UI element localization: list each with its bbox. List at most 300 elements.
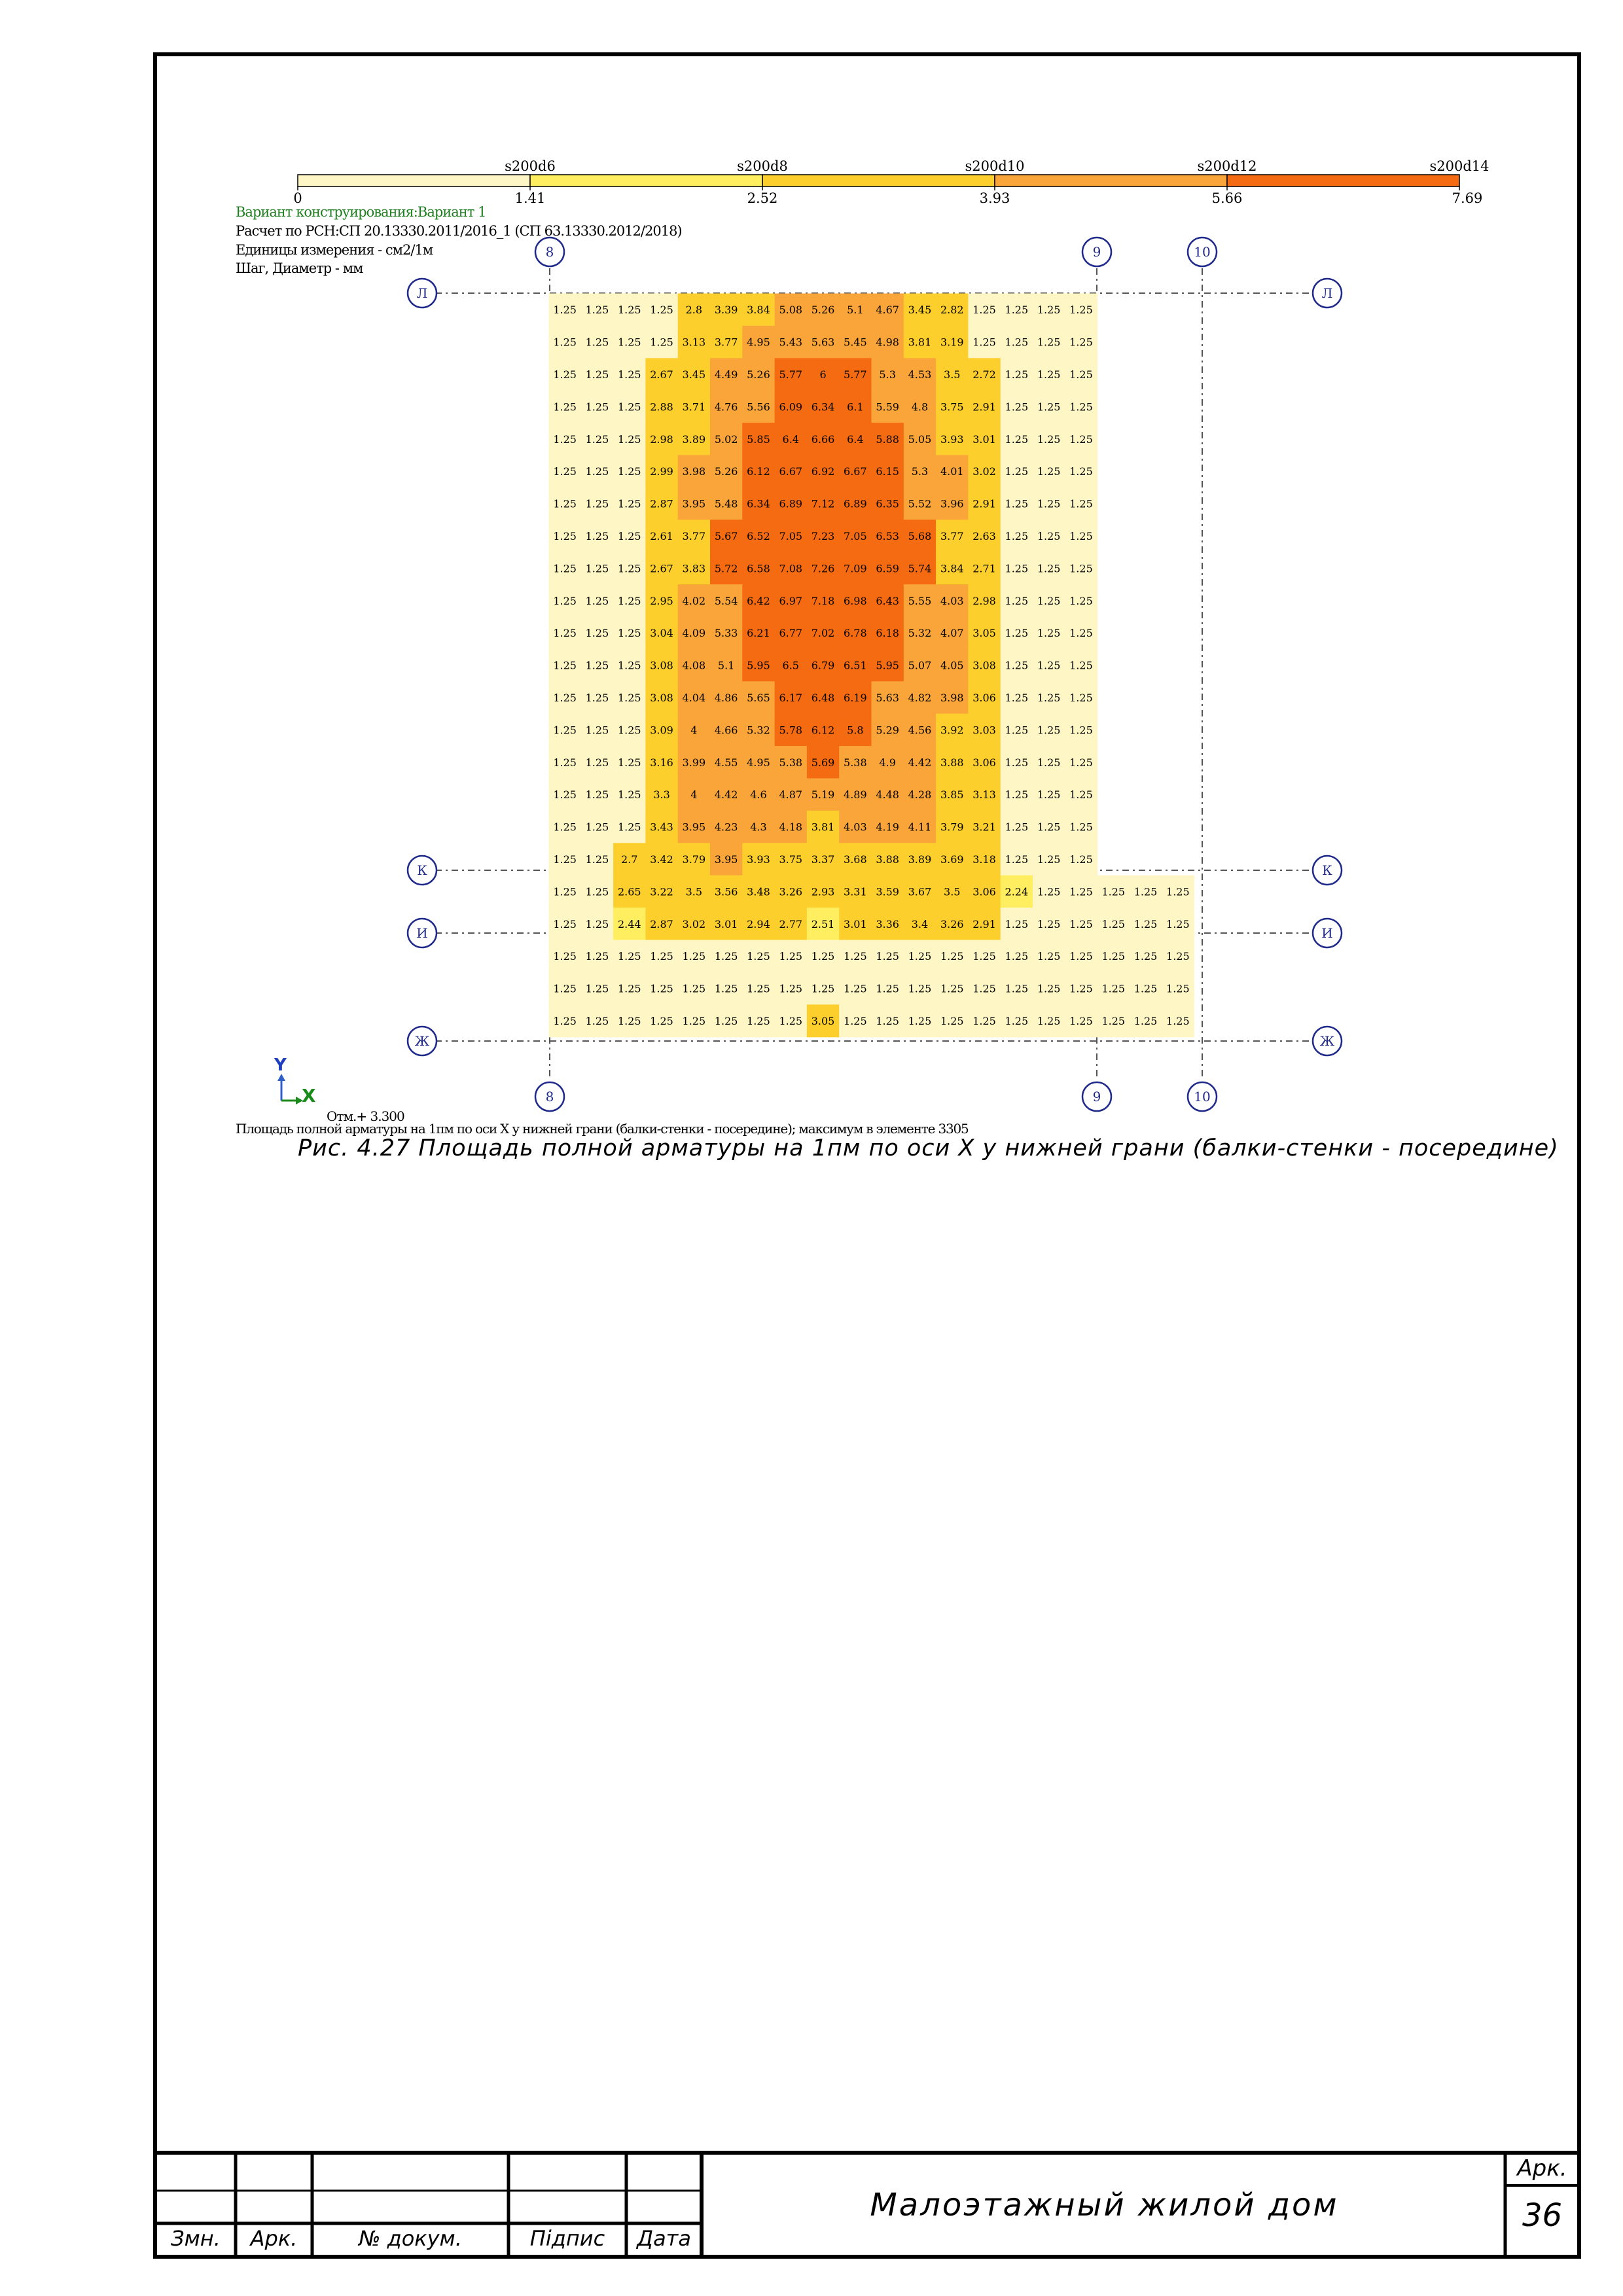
heatmap-cell-value: 1.25 — [585, 594, 609, 607]
heatmap-cell-value: 2.88 — [650, 400, 673, 414]
heatmap-cell-value: 3.13 — [972, 788, 996, 802]
heatmap-cell-value: 6.51 — [844, 659, 867, 672]
heatmap-cell-value: 1.25 — [585, 982, 609, 995]
heatmap-cell-value: 1.25 — [585, 336, 609, 349]
axis-bubble-top-8-label: 8 — [545, 244, 554, 260]
heatmap-cell-value: 1.25 — [617, 756, 641, 769]
elevation-label: Отм.+ 3.300 — [327, 1108, 404, 1124]
heatmap-cell-value: 6.67 — [779, 465, 803, 478]
heatmap-cell-value: 5.48 — [714, 497, 738, 510]
heatmap-cell-value: 6.21 — [747, 627, 770, 640]
heatmap-cell-value: 1.25 — [1037, 497, 1061, 510]
heatmap-cell-value: 5.1 — [717, 659, 735, 672]
heatmap-cell-value: 5.26 — [714, 465, 738, 478]
heatmap-cell-value: 6.12 — [811, 724, 835, 737]
heatmap-cell-value: 1.25 — [553, 433, 577, 446]
heatmap-cell-value: 6.4 — [847, 433, 864, 446]
heatmap-cell-value: 1.25 — [1069, 659, 1093, 672]
heatmap-cell-value: 3.93 — [747, 853, 770, 866]
heatmap-cell-value: 3.08 — [650, 659, 673, 672]
heatmap-cell-value: 3.5 — [944, 885, 961, 898]
heatmap-cell-value: 3.98 — [940, 692, 964, 704]
plot-title: Площадь полной арматуры на 1пм по оси X у нижней грани (балки-стенки - посередине); максимум в элементе 3305 — [236, 1121, 969, 1137]
heatmap-cell-value: 1.25 — [585, 627, 609, 640]
heatmap-cell-value: 5.29 — [876, 724, 899, 737]
heatmap-cell-value: 3.96 — [940, 497, 964, 510]
heatmap-cell-value: 1.25 — [747, 982, 770, 995]
heatmap-cell-value: 3.01 — [844, 917, 867, 930]
heatmap-cell-value: 1.25 — [1005, 950, 1029, 963]
heatmap-cell-value: 2.98 — [650, 433, 673, 446]
heatmap-cell-value: 1.25 — [908, 1015, 932, 1027]
heatmap-cell-value: 1.25 — [1069, 853, 1093, 866]
heatmap-cell-value: 3.84 — [940, 562, 964, 575]
heatmap-cell-value: 5.38 — [844, 756, 867, 769]
heatmap-cell-value: 4.86 — [714, 692, 738, 704]
heatmap-cell-value: 1.25 — [940, 950, 964, 963]
heatmap-cell-value: 1.25 — [585, 821, 609, 834]
axis-bubble-top-9-label: 9 — [1092, 244, 1101, 260]
heatmap-cell-value: 1.25 — [585, 304, 609, 317]
legend-swatch-3 — [762, 175, 995, 186]
heatmap-cell-value: 2.8 — [685, 304, 703, 317]
heatmap-cell-value: 3.88 — [940, 756, 964, 769]
heatmap-cell-value: 1.25 — [1037, 336, 1061, 349]
heatmap-cell-value: 1.25 — [553, 756, 577, 769]
heatmap-cell-value: 1.25 — [1133, 982, 1158, 995]
heatmap-cell-value: 4.02 — [682, 594, 706, 607]
heatmap-cell-value: 1.25 — [553, 465, 577, 478]
heatmap-cell-value: 1.25 — [553, 497, 577, 510]
heatmap-cell-value: 3.95 — [714, 853, 738, 866]
heatmap-cell-value: 3.45 — [908, 304, 932, 317]
y-axis-label: Y — [274, 1055, 287, 1075]
heatmap-cell-value: 3.16 — [650, 756, 673, 769]
heatmap-cell-value: 4.49 — [714, 368, 738, 381]
heatmap-cell-value: 7.09 — [844, 562, 867, 575]
heatmap-cell-value: 1.25 — [747, 950, 770, 963]
legend-top-label-4: s200d12 — [1197, 158, 1257, 174]
heatmap-cell-value: 6.35 — [876, 497, 899, 510]
heatmap-cell-value: 3.42 — [650, 853, 673, 866]
units-label: Единицы измерения - см2/1м — [236, 242, 433, 258]
heatmap-cell-value: 3.02 — [972, 465, 996, 478]
heatmap-cell-value: 3.99 — [682, 756, 706, 769]
heatmap-cell-value: 1.25 — [1069, 530, 1093, 542]
heatmap-cell-value: 1.25 — [585, 368, 609, 381]
heatmap-cell-value: 3.77 — [714, 336, 738, 349]
heatmap-cell-value: 3.92 — [940, 724, 964, 737]
heatmap-cell-value: 6.4 — [782, 433, 799, 446]
legend-top-label-1: s200d6 — [505, 158, 556, 174]
axis-bubble-left-2-label: К — [417, 862, 427, 878]
heatmap-cell-value: 6.89 — [844, 497, 867, 510]
heatmap-cell-value: 1.25 — [553, 724, 577, 737]
heatmap-cell-value: 1.25 — [617, 465, 641, 478]
axis-bubble-bottom-10-label: 10 — [1194, 1089, 1211, 1104]
heatmap-cell-value: 2.91 — [972, 400, 996, 414]
heatmap-cell-value: 1.25 — [1069, 497, 1093, 510]
heatmap-cell-value: 7.02 — [811, 627, 835, 640]
heatmap-cell-value: 4.8 — [911, 400, 929, 414]
heatmap-cell-value: 4.48 — [876, 788, 899, 802]
heatmap-cell-value: 1.25 — [1005, 788, 1029, 802]
heatmap-cell-value: 2.65 — [617, 885, 641, 898]
heatmap-cell-value: 3.5 — [685, 885, 703, 898]
heatmap-cell-value: 1.25 — [1037, 788, 1061, 802]
heatmap-cell-value: 1.25 — [585, 917, 609, 930]
heatmap-cell-value: 4.08 — [682, 659, 706, 672]
heatmap-cell-value: 2.71 — [972, 562, 996, 575]
color-legend — [293, 158, 1489, 206]
heatmap-cell-value: 1.25 — [1037, 853, 1061, 866]
heatmap-cell-value: 5.88 — [876, 433, 899, 446]
heatmap-cell-value: 1.25 — [876, 982, 899, 995]
heatmap-cell-value: 1.25 — [617, 368, 641, 381]
heatmap-cell-value: 1.25 — [1037, 885, 1061, 898]
heatmap-cell-value: 1.25 — [972, 336, 996, 349]
heatmap-cell-value: 5.78 — [779, 724, 803, 737]
heatmap-cell-value: 4.66 — [714, 724, 738, 737]
heatmap-cell-value: 6.58 — [747, 562, 770, 575]
heatmap-cell-value: 1.25 — [617, 659, 641, 672]
tb-label-change: Змн. — [171, 2226, 221, 2251]
heatmap-cell-value: 2.87 — [650, 917, 673, 930]
heatmap-cell-value: 1.25 — [682, 982, 706, 995]
heatmap-cell-value: 1.25 — [1005, 1015, 1029, 1027]
heatmap-cell-value: 1.25 — [1005, 465, 1029, 478]
heatmap-cell-value: 5.26 — [811, 304, 835, 317]
heatmap-cell-value: 1.25 — [585, 433, 609, 446]
calculation-norm-label: Расчет по РСН:СП 20.13330.2011/2016_1 (СП 63.13330.2012/2018) — [236, 223, 682, 239]
heatmap-cell-value: 1.25 — [585, 562, 609, 575]
heatmap-cell-value: 1.25 — [1005, 336, 1029, 349]
heatmap-cell-value: 6.09 — [779, 400, 803, 414]
axis-bubble-bottom-9-label: 9 — [1092, 1089, 1101, 1104]
heatmap-cell-value: 1.25 — [1037, 433, 1061, 446]
heatmap-cell-value: 2.93 — [811, 885, 835, 898]
heatmap-cell-value: 2.61 — [650, 530, 673, 542]
heatmap-cell-value: 1.25 — [1005, 756, 1029, 769]
heatmap-cell-value: 5.68 — [908, 530, 932, 542]
heatmap-cell-value: 3.88 — [876, 853, 899, 866]
heatmap-cell-value: 1.25 — [553, 530, 577, 542]
tb-label-signature: Підпис — [529, 2226, 605, 2251]
heatmap-cell-value: 1.25 — [1069, 724, 1093, 737]
heatmap-cell-value: 1.25 — [585, 400, 609, 414]
heatmap-cell-value: 6.18 — [876, 627, 899, 640]
heatmap-cell-value: 7.05 — [844, 530, 867, 542]
heatmap-cell-value: 3.05 — [972, 627, 996, 640]
heatmap-cell-value: 5.38 — [779, 756, 803, 769]
heatmap-cell-value: 1.25 — [1101, 950, 1126, 963]
legend-swatch-2 — [530, 175, 762, 186]
heatmap-cell-value: 1.25 — [617, 950, 641, 963]
heatmap-cell-value: 1.25 — [1133, 1015, 1158, 1027]
heatmap-cell-value: 4.03 — [940, 594, 964, 607]
heatmap-cell-value: 4.89 — [844, 788, 867, 802]
heatmap-cell-value: 5.07 — [908, 659, 932, 672]
heatmap-cell-value: 6.52 — [747, 530, 770, 542]
heatmap-cell-value: 3.98 — [682, 465, 706, 478]
heatmap-cell-value: 1.25 — [811, 950, 835, 963]
heatmap-cell-value: 1.25 — [940, 1015, 964, 1027]
heatmap-cell-value: 6.5 — [782, 659, 799, 672]
heatmap-cell-value: 7.23 — [811, 530, 835, 542]
legend-top-label-5: s200d14 — [1429, 158, 1489, 174]
heatmap-cell-value: 5.05 — [908, 433, 932, 446]
heatmap-cell-value: 1.25 — [1005, 821, 1029, 834]
heatmap-cell-value: 1.25 — [617, 692, 641, 704]
heatmap-cell-value: 4.01 — [940, 465, 964, 478]
heatmap-cell-value: 6.67 — [844, 465, 867, 478]
heatmap-cell-value: 1.25 — [617, 497, 641, 510]
legend-bottom-label-6: 7.69 — [1452, 190, 1483, 206]
heatmap-cell-value: 4.98 — [876, 336, 899, 349]
heatmap-cell-value: 1.25 — [585, 692, 609, 704]
heatmap-cell-value: 1.25 — [553, 917, 577, 930]
heatmap-cell-value: 1.25 — [553, 885, 577, 898]
heatmap-cell-value: 5.19 — [811, 788, 835, 802]
legend-swatch-1 — [298, 175, 530, 186]
heatmap-cell-value: 4.3 — [750, 821, 767, 834]
heatmap-cell-value: 1.25 — [617, 336, 641, 349]
heatmap-cell-value: 1.25 — [1037, 368, 1061, 381]
heatmap-cell-value: 1.25 — [908, 982, 932, 995]
heatmap-cell-value: 1.25 — [617, 627, 641, 640]
heatmap-cell-value: 4.95 — [747, 756, 770, 769]
heatmap-cell-value: 4.67 — [876, 304, 899, 317]
heatmap-cell-value: 2.67 — [650, 368, 673, 381]
heatmap-cell-value: 4.05 — [940, 659, 964, 672]
heatmap-cell-value: 1.25 — [1069, 304, 1093, 317]
heatmap-cell-value: 1.25 — [1069, 885, 1093, 898]
heatmap-cell-value: 1.25 — [585, 950, 609, 963]
axis-bubble-top-10-label: 10 — [1194, 244, 1211, 260]
heatmap-cell-value: 1.25 — [553, 368, 577, 381]
heatmap-cell-value: 1.25 — [1166, 885, 1190, 898]
heatmap-cell-value: 4.9 — [879, 756, 896, 769]
heatmap-cell-value: 1.25 — [617, 562, 641, 575]
heatmap-cell-value: 2.95 — [650, 594, 673, 607]
heatmap-cell-value: 1.25 — [1037, 659, 1061, 672]
heatmap-cell-value: 2.24 — [1005, 885, 1029, 898]
heatmap-cell-value: 3.22 — [650, 885, 673, 898]
heatmap-cell-value: 3.79 — [682, 853, 706, 866]
heatmap-cell-value: 5.52 — [908, 497, 932, 510]
heatmap-cell-value: 1.25 — [553, 562, 577, 575]
heatmap-cell-value: 1.25 — [714, 1015, 738, 1027]
heatmap-cell-value: 1.25 — [1101, 1015, 1126, 1027]
heatmap-cell-value: 3.84 — [747, 304, 770, 317]
heatmap-cell-value: 1.25 — [1133, 885, 1158, 898]
heatmap-cell-value: 1.25 — [617, 433, 641, 446]
heatmap-cell-value: 5.3 — [911, 465, 929, 478]
heatmap-cell-value: 4.42 — [714, 788, 738, 802]
heatmap-cell-value: 3.43 — [650, 821, 673, 834]
heatmap-cell-value: 1.25 — [585, 659, 609, 672]
heatmap-cell-value: 1.25 — [617, 304, 641, 317]
heatmap-cell-value: 3.06 — [972, 885, 996, 898]
heatmap-cell-value: 5.77 — [779, 368, 803, 381]
heatmap-cell-value: 3.81 — [908, 336, 932, 349]
heatmap-cell-value: 3.56 — [714, 885, 738, 898]
heatmap-cell-value: 3.48 — [747, 885, 770, 898]
document-title: Малоэтажный жилой дом — [870, 2187, 1339, 2223]
heatmap-cell-value: 5.63 — [811, 336, 835, 349]
heatmap-cell-value: 3.95 — [682, 821, 706, 834]
heatmap-cell-value: 5.26 — [747, 368, 770, 381]
heatmap-cell-value: 3.67 — [908, 885, 932, 898]
heatmap-cell-value: 1.25 — [1069, 950, 1093, 963]
heatmap-cell-value: 1.25 — [1069, 594, 1093, 607]
heatmap-cell-value: 3.03 — [972, 724, 996, 737]
heatmap-cell-value: 3.4 — [911, 917, 929, 930]
heatmap-cell-value: 5.08 — [779, 304, 803, 317]
heatmap-cell-value: 1.25 — [779, 982, 803, 995]
heatmap-cell-value: 3.05 — [811, 1015, 835, 1027]
heatmap-cell-value: 1.25 — [747, 1015, 770, 1027]
heatmap-cell-value: 1.25 — [1133, 950, 1158, 963]
heatmap-cell-value: 1.25 — [650, 304, 673, 317]
figure-caption: Рис. 4.27 Площадь полной арматуры на 1пм по оси X у нижней грани (балки-стенки - посередине) — [298, 1135, 1559, 1161]
heatmap-cell-value: 1.25 — [1069, 465, 1093, 478]
heatmap-cell-value: 1.25 — [1005, 530, 1029, 542]
heatmap-cell-value: 1.25 — [1037, 304, 1061, 317]
heatmap-cell-value: 6.92 — [811, 465, 835, 478]
heatmap-cell-value: 1.25 — [972, 1015, 996, 1027]
heatmap-cell-value: 1.25 — [1005, 368, 1029, 381]
heatmap-cell-value: 3.68 — [844, 853, 867, 866]
heatmap-cell-value: 2.94 — [747, 917, 770, 930]
heatmap-cell-value: 2.72 — [972, 368, 996, 381]
heatmap-cell-value: 4.87 — [779, 788, 803, 802]
heatmap-cell-value: 1.25 — [553, 1015, 577, 1027]
heatmap-cell-value: 1.25 — [553, 692, 577, 704]
heatmap-cell-value: 3.93 — [940, 433, 964, 446]
heatmap-cell-value: 4.95 — [747, 336, 770, 349]
heatmap-cell-value: 1.25 — [650, 950, 673, 963]
heatmap-cell-value: 4.82 — [908, 692, 932, 704]
heatmap-cell-value: 6.59 — [876, 562, 899, 575]
heatmap-cell-value: 1.25 — [1133, 917, 1158, 930]
heatmap-cell-value: 1.25 — [714, 950, 738, 963]
axis-bubble-right-1-label: Л — [1321, 285, 1333, 301]
heatmap-cell-value: 1.25 — [617, 1015, 641, 1027]
heatmap-cell-value: 3.77 — [940, 530, 964, 542]
heatmap-cell-value: 4.76 — [714, 400, 738, 414]
heatmap-cell-value: 1.25 — [1005, 594, 1029, 607]
heatmap-cell-value: 3.75 — [940, 400, 964, 414]
heatmap-cell-value: 1.25 — [908, 950, 932, 963]
legend-bottom-label-4: 3.93 — [979, 190, 1010, 206]
heatmap-cell-value: 1.25 — [779, 950, 803, 963]
heatmap-cell-value: 1.25 — [844, 950, 867, 963]
heatmap-cell-value: 1.25 — [972, 982, 996, 995]
heatmap-cell-value: 1.25 — [1101, 917, 1126, 930]
heatmap-cell-value: 4.09 — [682, 627, 706, 640]
heatmap-cell-value: 1.25 — [1005, 724, 1029, 737]
heatmap-cell-value: 1.25 — [1005, 304, 1029, 317]
heatmap-cell-value: 4 — [690, 724, 698, 737]
heatmap-cell-value: 3.19 — [940, 336, 964, 349]
heatmap-cell-value: 3.31 — [844, 885, 867, 898]
heatmap-cell-value: 1.25 — [972, 304, 996, 317]
heatmap-cell-value: 1.25 — [1166, 982, 1190, 995]
heatmap-cell-value: 3.09 — [650, 724, 673, 737]
heatmap-cell-value: 1.25 — [1069, 821, 1093, 834]
heatmap-cell-value: 1.25 — [553, 950, 577, 963]
heatmap-cell-value: 1.25 — [1037, 530, 1061, 542]
heatmap-cell-value: 1.25 — [844, 1015, 867, 1027]
heatmap-cell-value: 1.25 — [876, 1015, 899, 1027]
legend-bottom-label-1: 0 — [293, 190, 302, 206]
heatmap-cell-value: 1.25 — [1005, 692, 1029, 704]
heatmap-cell-value: 6.12 — [747, 465, 770, 478]
heatmap-cell-value: 1.25 — [1037, 562, 1061, 575]
heatmap-cell-value: 1.25 — [585, 788, 609, 802]
legend-bottom-label-2: 1.41 — [514, 190, 546, 206]
heatmap-cell-value: 6.15 — [876, 465, 899, 478]
heatmap-cell-value: 5.1 — [847, 304, 864, 317]
design-variant-label: Вариант конструирования:Вариант 1 — [236, 204, 486, 220]
heatmap-cell-value: 1.25 — [650, 982, 673, 995]
heatmap-cell-value: 5.72 — [714, 562, 738, 575]
heatmap-cell-value: 4.6 — [750, 788, 767, 802]
heatmap-cell-value: 3.69 — [940, 853, 964, 866]
heatmap-cell-value: 3.83 — [682, 562, 706, 575]
legend-top-label-3: s200d10 — [965, 158, 1025, 174]
heatmap-cell-value: 6.48 — [811, 692, 835, 704]
heatmap-cell-value: 7.26 — [811, 562, 835, 575]
heatmap-cell-value: 1.25 — [585, 1015, 609, 1027]
heatmap-cell-value: 1.25 — [1069, 917, 1093, 930]
heatmap-cell-value: 1.25 — [585, 530, 609, 542]
heatmap-cell-value: 3.89 — [682, 433, 706, 446]
heatmap-cell-value: 3.39 — [714, 304, 738, 317]
heatmap-cell-value: 5.43 — [779, 336, 803, 349]
heatmap-cell-value: 5.32 — [747, 724, 770, 737]
heatmap-cell-value: 5.95 — [747, 659, 770, 672]
heatmap-cell-value: 1.25 — [1037, 594, 1061, 607]
heatmap-cell-value: 1.25 — [585, 885, 609, 898]
heatmap-cell-value: 6 — [819, 368, 827, 381]
heatmap-cell-value: 1.25 — [714, 982, 738, 995]
heatmap-cell-value: 5.02 — [714, 433, 738, 446]
heatmap-cell-value: 3.79 — [940, 821, 964, 834]
heatmap-cell-value: 1.25 — [1037, 756, 1061, 769]
heatmap-cell-value: 1.25 — [1037, 917, 1061, 930]
heatmap-cell-value: 4.11 — [908, 821, 932, 834]
axis-bubble-right-4-label: Ж — [1319, 1033, 1335, 1049]
axis-bubble-right-2-label: К — [1322, 862, 1332, 878]
heatmap-cell-value: 1.25 — [1037, 821, 1061, 834]
heatmap-cell-value: 6.79 — [811, 659, 835, 672]
heatmap-cell-value: 2.98 — [972, 594, 996, 607]
heatmap-cell-value: 1.25 — [553, 821, 577, 834]
heatmap-cell-value: 5.54 — [714, 594, 738, 607]
heatmap-cell-value: 1.25 — [553, 627, 577, 640]
heatmap-cell-value: 1.25 — [617, 594, 641, 607]
heatmap-cell-value: 1.25 — [1069, 627, 1093, 640]
heatmap-cell-value: 1.25 — [1069, 692, 1093, 704]
heatmap-cell-value: 1.25 — [553, 304, 577, 317]
legend-bottom-label-5: 5.66 — [1211, 190, 1243, 206]
heatmap-cell-value: 1.25 — [553, 400, 577, 414]
heatmap-cell-value: 3.77 — [682, 530, 706, 542]
heatmap-cell-value: 5.63 — [876, 692, 899, 704]
heatmap-cell-value: 1.25 — [1037, 724, 1061, 737]
